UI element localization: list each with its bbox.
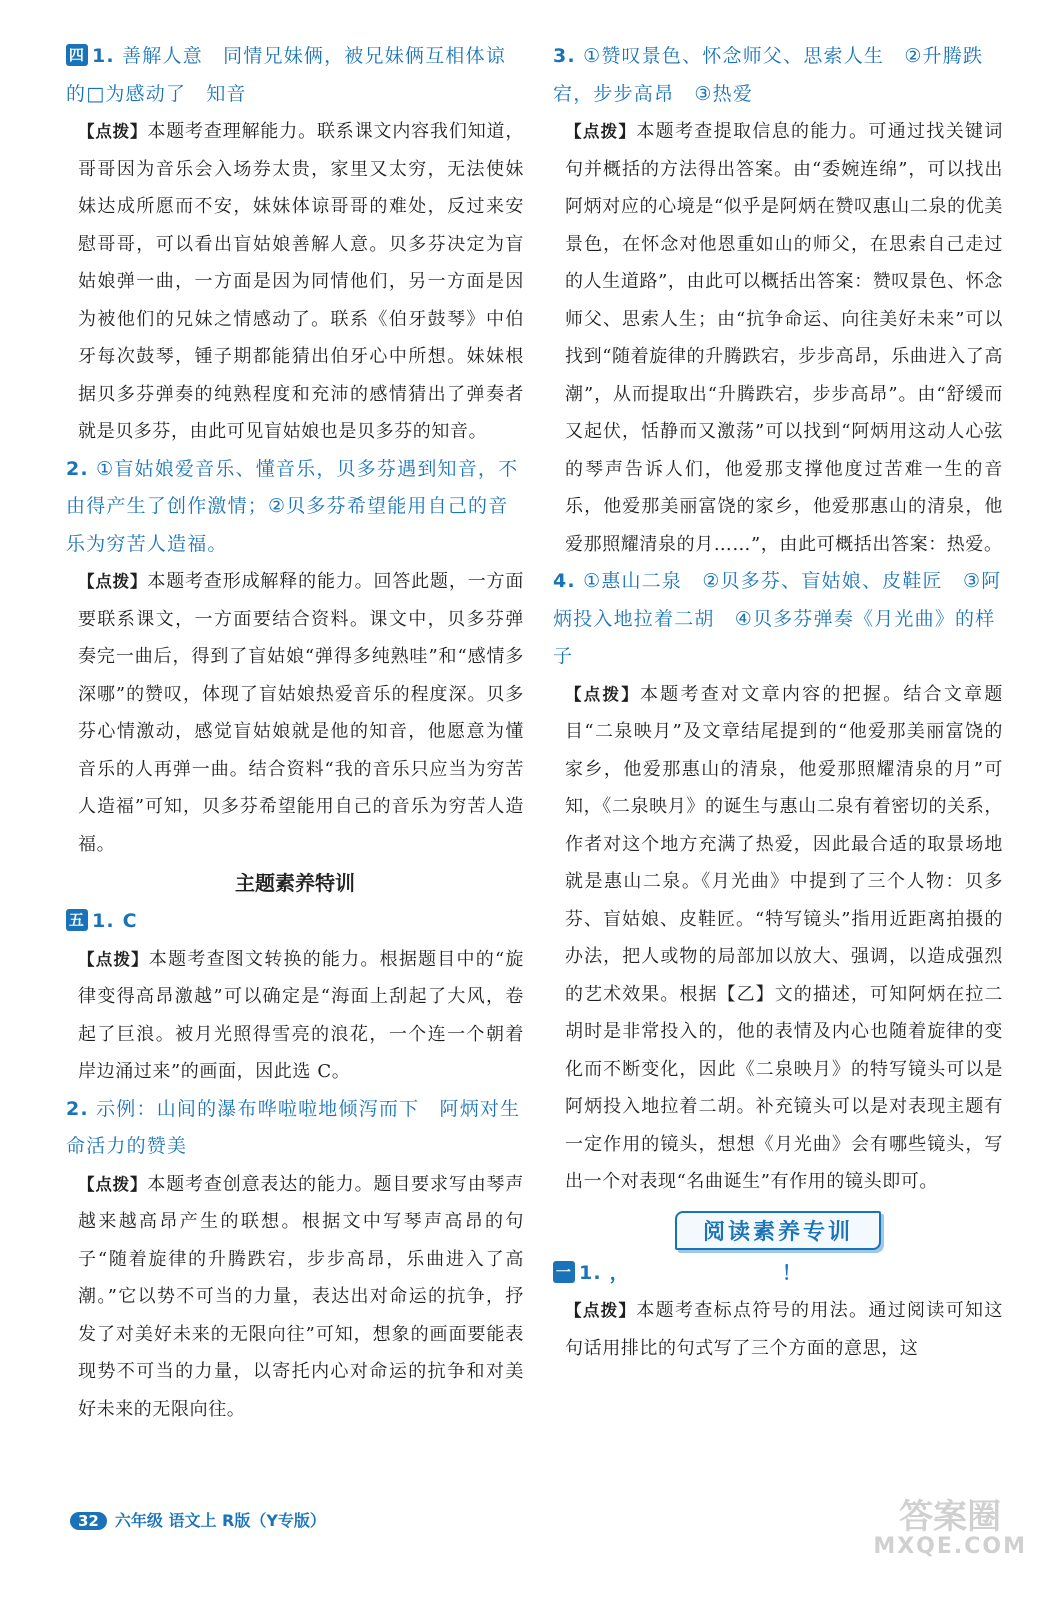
q4-answer-text: ①惠山二泉 ②贝多芬、盲姑娘、皮鞋匠 ③阿炳投入地拉着二胡 ④贝多芬弹奏《月光曲》的样子 — [553, 570, 1002, 667]
tip-label: 【点拨】 — [565, 684, 641, 704]
q3-answer-text: ①赞叹景色、怀念师父、思索人生 ②升腾跌宕，步步高昂 ③热爱 — [553, 45, 984, 105]
section-marker-4: 四 — [66, 44, 88, 66]
tip-label: 【点拨】 — [78, 122, 148, 141]
footer-text: 六年级 语文上 R版（Y专版） — [114, 1511, 326, 1530]
tip-label: 【点拨】 — [78, 572, 148, 591]
s5-q1-tip-text: 本题考查图文转换的能力。根据题目中的“旋律变得高昂激越”可以确定是“海面上刮起了大风，卷起了巨浪。被月光照得雪亮的浪花，一个连一个朝着岸边涌过来”的画面，因此选 C。 — [78, 948, 524, 1082]
left-column — [66, 38, 524, 1428]
page-footer — [70, 1508, 326, 1536]
q2-number: 2. — [66, 457, 89, 480]
s5-q2-tip — [66, 1166, 524, 1429]
q1-tip-text: 本题考查理解能力。联系课文内容我们知道，哥哥因为音乐会入场券太贵，家里又太穷，无法使妹妹达成所愿而不安，妹妹体谅哥哥的难处，反过来安慰哥哥，可以看出盲姑娘善解人意。贝多芬决定为盲姑娘弹一曲，一方面是因为同情他们，另一方面是因为被他们的兄妹之情感动了。联系《伯牙鼓琴》中伯牙每次鼓琴，锺子期都能猜出伯牙心中所想。妹妹根据贝多芬弹奏的纯熟程度和充沛的感情猜出了弹奏者就是贝多芬，由此可见盲姑娘也是贝多芬的知音。 — [78, 121, 524, 442]
s5-q2-answer-text: 示例：山间的瀑布哗啦啦地倾泻而下 阿炳对生命活力的赞美 — [66, 1097, 521, 1157]
right-column — [553, 38, 1003, 1367]
s1-q1-tip-text: 本题考查标点符号的用法。通过阅读可知这句话用排比的句式写了三个方面的意思，这 — [565, 1300, 1003, 1359]
tip-label: 【点拨】 — [565, 1301, 637, 1320]
banner-title: 阅读素养专训 — [675, 1211, 881, 1250]
section-marker-5: 五 — [66, 909, 88, 931]
q3-tip-text: 本题考查提取信息的能力。可通过找关键词句并概括的方法得出答案。由“委婉连绵”，可以找出阿炳对应的心境是“似乎是阿炳在赞叹惠山二泉的优美景色，在怀念对他恩重如山的师父，在思索自己走过的人生道路”，由此可以概括出答案：赞叹景色、怀念师父、思索人生；由“抗争命运、向往美好未来”可以找到“随着旋律的升腾跌宕，步步高昂，乐曲进入了高潮”，从而提取出“升腾跌宕，步步高昂”。由“舒缓而又起伏，恬静而又激荡”可以找到“阿炳用这动人心弦的琴声告诉人们，他爱那支撑他度过苦难一生的音乐，他爱那美丽富饶的家乡，他爱那惠山的清泉，他爱那照耀清泉的月……”，由此可概括出答案：热爱。 — [565, 121, 1003, 555]
s5-q1-text: 1. C — [92, 910, 138, 932]
q4-number: 4. — [553, 570, 576, 592]
watermark-line2: MXQE.COM — [873, 1534, 1027, 1559]
q1-number: 1. — [92, 45, 115, 67]
s5-q1-tip — [66, 941, 524, 1091]
watermark — [873, 1497, 1027, 1560]
s1-q1-text: 1. ， ！ — [579, 1261, 803, 1284]
tip-label: 【点拨】 — [78, 949, 149, 969]
s5-q2-answer — [66, 1091, 524, 1166]
q1-answer — [66, 38, 524, 113]
s5-q1-answer — [66, 903, 524, 941]
tip-label: 【点拨】 — [78, 1174, 148, 1194]
q2-tip-text: 本题考查形成解释的能力。回答此题，一方面要联系课文，一方面要结合资料。课文中，贝多芬弹奏完一曲后，得到了盲姑娘“弹得多纯熟哇”和“感情多深哪”的赞叹，体现了盲姑娘热爱音乐的程度深。贝多芬心情激动，感觉盲姑娘就是他的知音，他愿意为懂音乐的人再弹一曲。结合资料“我的音乐只应当为穷苦人造福”可知，贝多芬希望能用自己的音乐为穷苦人造福。 — [78, 571, 524, 855]
q4-answer — [553, 563, 1003, 676]
s5-q2-tip-text: 本题考查创意表达的能力。题目要求写由琴声越来越高昂产生的联想。根据文中写琴声高昂的句子“随着旋律的升腾跌宕，步步高昂，乐曲进入了高潮。”它以势不可当的力量，表达出对命运的抗争，抒发了对美好未来的无限向往”可知，想象的画面要能表现势不可当的力量，以寄托内心对命运的抗争和对美好未来的无限向往。 — [78, 1173, 524, 1420]
tip-label: 【点拨】 — [565, 122, 637, 141]
q4-tip-text: 本题考查对文章内容的把握。结合文章题目“二泉映月”及文章结尾提到的“他爱那美丽富饶的家乡，他爱那惠山的清泉，他爱那照耀清泉的月”可知，《二泉映月》的诞生与惠山二泉有着密切的关系，作者对这个地方充满了热爱，因此最合适的取景场地就是惠山二泉。《月光曲》中提到了三个人物：贝多芬、盲姑娘、皮鞋匠。“特写镜头”指用近距离拍摄的办法，把人或物的局部加以放大、强调，以造成强烈的艺术效果。根据【乙】文的描述，可知阿炳在拉二胡时是非常投入的，他的表情及内心也随着旋律的变化而不断变化，因此《二泉映月》的特写镜头可以是阿炳投入地拉着二胡。补充镜头可以是对表现主题有一定作用的镜头，想想《月光曲》会有哪些镜头，写出一个对表现“名曲诞生”有作用的镜头即可。 — [565, 683, 1003, 1192]
q2-answer-text: ①盲姑娘爱音乐、懂音乐，贝多芬遇到知音，不由得产生了创作激情；②贝多芬希望能用自己的音乐为穷苦人造福。 — [66, 457, 519, 555]
section-heading: 主题素养特训 — [235, 871, 355, 895]
q1-tip — [66, 113, 524, 451]
q3-tip — [553, 113, 1003, 563]
q2-answer — [66, 451, 524, 564]
s1-q1-tip — [553, 1292, 1003, 1367]
q3-number: 3. — [553, 45, 576, 67]
q4-tip — [553, 676, 1003, 1201]
reading-banner — [553, 1211, 1003, 1251]
q3-answer — [553, 38, 1003, 113]
s5-q2-number: 2. — [66, 1097, 89, 1120]
page-number: 32 — [70, 1512, 107, 1530]
q2-tip — [66, 563, 524, 863]
q1-answer-text: 善解人意 同情兄妹俩，被兄妹俩互相体谅的□为感动了 知音 — [66, 45, 506, 105]
section-marker-1: 一 — [553, 1261, 575, 1283]
watermark-line1: 答案圈 — [899, 1497, 1002, 1537]
s1-q1-answer — [553, 1255, 1003, 1293]
